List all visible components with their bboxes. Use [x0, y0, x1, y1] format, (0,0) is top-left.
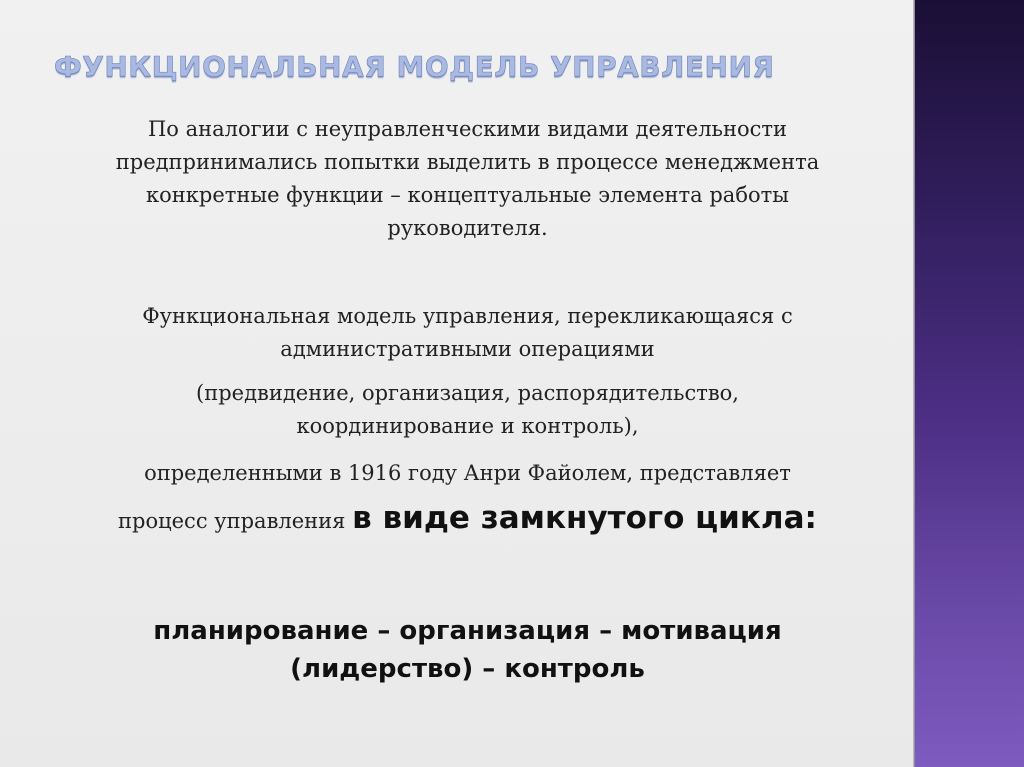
paragraph-model: Функциональная модель управления, перекликающаяся с административными операциями	[142, 304, 793, 361]
cycle-emphasis-text: в виде замкнутого цикла:	[352, 500, 817, 536]
slide-title: ФУНКЦИОНАЛЬНАЯ МОДЕЛЬ УПРАВЛЕНИЯ	[54, 50, 775, 83]
paragraph-intro: По аналогии с неуправленческими видами деятельности предпринимались попытки выделить в процессе менеджмента конкретные функции – концептуальные элемента работы руководителя.	[115, 117, 820, 240]
decorative-sidebar	[915, 0, 1024, 767]
paragraph-operations: (предвидение, организация, распорядительство, координирование и контроль),	[196, 381, 739, 438]
paragraph-cycle	[30, 502, 905, 538]
cycle-stages: планирование – организация – мотивация (лидерство) – контроль	[153, 616, 782, 684]
paragraph-fayol: определенными в 1916 году Анри Файолем, представляет	[144, 461, 791, 485]
cycle-lead-text: процесс управления	[118, 509, 353, 533]
